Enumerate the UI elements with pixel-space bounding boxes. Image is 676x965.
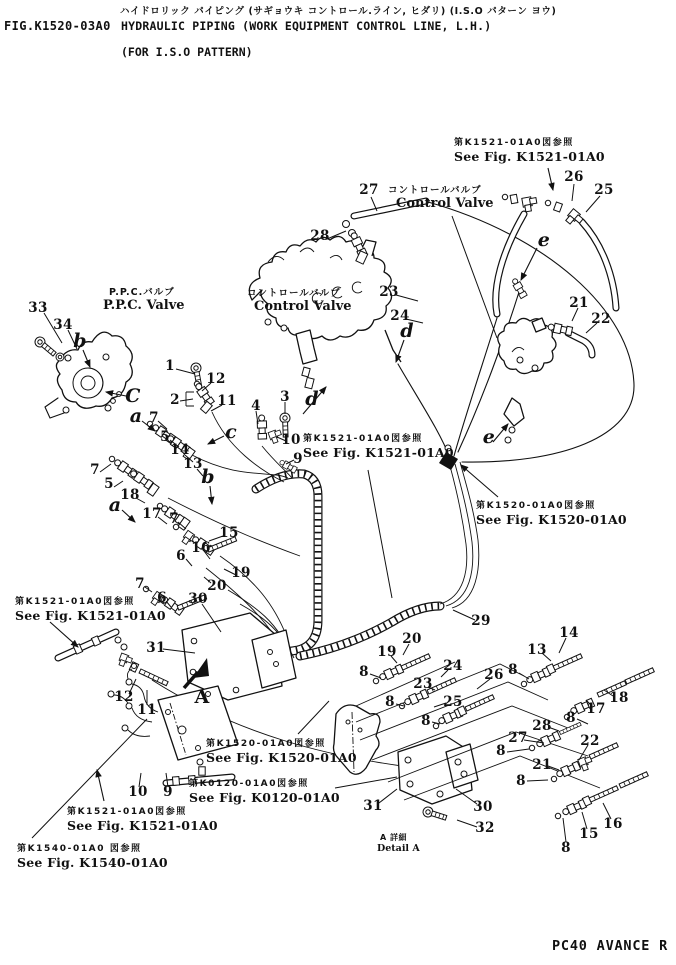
callout-6: 6 — [157, 590, 167, 606]
title-subtitle: (FOR I.S.O PATTERN) — [121, 45, 253, 59]
callout-3: 3 — [280, 389, 290, 405]
callout-b: b — [73, 330, 87, 352]
see-fig-reference — [476, 498, 627, 527]
detail-a-label-en: Detail A — [377, 843, 420, 854]
see-fig-reference-ja: 第K1521-01A0図参照 — [303, 434, 423, 444]
callout-19: 19 — [377, 644, 397, 660]
callout-6: 6 — [176, 548, 186, 564]
callout-31: 31 — [363, 798, 383, 814]
see-fig-reference — [17, 841, 168, 870]
see-fig-reference — [303, 431, 454, 460]
callout-20: 20 — [207, 578, 227, 594]
bracket-right-drawing — [398, 736, 478, 823]
callout-33: 33 — [28, 300, 48, 316]
control-valve-right-label-en: Control Valve — [396, 196, 494, 211]
detail-a-label-ja: A 詳細 — [380, 833, 407, 842]
callout-7: 7 — [135, 576, 145, 592]
callout-5: 5 — [104, 476, 114, 492]
callout-27: 27 — [359, 182, 379, 198]
see-fig-reference-ja: 第K1520-01A0図参照 — [206, 739, 326, 749]
callout-18: 18 — [120, 487, 140, 503]
see-fig-reference-en: See Fig. K1521-01A0 — [303, 445, 454, 460]
callout-17: 17 — [586, 701, 606, 717]
callout-2: 2 — [170, 392, 180, 408]
callout-29: 29 — [471, 613, 491, 629]
hose-25-26 — [545, 200, 616, 308]
see-fig-reference-en: See Fig. K1520-01A0 — [476, 512, 627, 527]
callout-9: 9 — [163, 784, 173, 800]
callout-16: 16 — [603, 816, 623, 832]
see-fig-reference — [67, 804, 218, 833]
callout-12: 12 — [114, 689, 134, 705]
callout-12: 12 — [206, 371, 226, 387]
callout-8: 8 — [516, 773, 526, 789]
callout-5: 5 — [160, 429, 170, 445]
callout-1: 1 — [165, 358, 175, 374]
callout-9: 9 — [293, 451, 303, 467]
see-fig-reference-en: See Fig. K1521-01A0 — [454, 149, 605, 164]
callout-24: 24 — [443, 658, 463, 674]
callout-b: b — [201, 466, 215, 488]
see-fig-reference-en: See Fig. K1521-01A0 — [67, 818, 218, 833]
callout-14: 14 — [170, 442, 190, 458]
callout-34: 34 — [53, 317, 73, 333]
callout-11: 11 — [217, 393, 237, 409]
callout-20: 20 — [402, 631, 422, 647]
see-fig-reference — [206, 736, 357, 765]
see-fig-reference-en: See Fig. K0120-01A0 — [189, 790, 340, 805]
callout-30: 30 — [473, 799, 493, 815]
callout-7: 7 — [149, 410, 159, 426]
see-fig-reference-ja: 第K1521-01A0図参照 — [454, 138, 574, 148]
callout-4: 4 — [251, 398, 261, 414]
see-fig-reference-ja: 第K1521-01A0図参照 — [15, 597, 135, 607]
see-fig-reference — [189, 776, 340, 805]
callout-28: 28 — [310, 228, 330, 244]
callout-28: 28 — [532, 718, 552, 734]
see-fig-reference-en: See Fig. K1540-01A0 — [17, 855, 168, 870]
callout-a: a — [129, 405, 143, 427]
callout-d: d — [305, 388, 319, 410]
callout-25: 25 — [594, 182, 614, 198]
callout-15: 15 — [579, 826, 599, 842]
callout-8: 8 — [496, 743, 506, 759]
see-fig-reference-ja: 第K0120-01A0図参照 — [189, 779, 309, 789]
callout-e: e — [537, 229, 551, 251]
callout-8: 8 — [508, 662, 518, 678]
callout-22: 22 — [580, 733, 600, 749]
callout-13: 13 — [183, 456, 203, 472]
control-valve-center-label-en: Control Valve — [254, 299, 352, 314]
callout-8: 8 — [561, 840, 571, 856]
title-japanese: ハイドロリック パイピング (サギョウキ コントロール.ライン, ヒダリ) (I.S.O パターン ヨウ) — [120, 6, 557, 17]
callout-30: 30 — [188, 591, 208, 607]
callout-16: 16 — [191, 540, 211, 556]
callout-25: 25 — [443, 694, 463, 710]
callout-23: 23 — [379, 284, 399, 300]
callout-14: 14 — [559, 625, 579, 641]
see-fig-reference-ja: 第K1540-01A0 図参照 — [17, 844, 142, 854]
callout-a: a — [108, 494, 122, 516]
callout-11: 11 — [137, 702, 157, 718]
callout-8: 8 — [385, 694, 395, 710]
model-code: PC40 AVANCE R — [552, 938, 669, 954]
see-fig-reference-en: See Fig. K1520-01A0 — [206, 750, 357, 765]
callout-21: 21 — [569, 295, 589, 311]
title-english: HYDRAULIC PIPING (WORK EQUIPMENT CONTROL LINE, L.H.) — [121, 19, 492, 33]
see-fig-reference-ja: 第K1520-01A0図参照 — [476, 501, 596, 511]
callout-18: 18 — [609, 690, 629, 706]
callout-27: 27 — [508, 730, 528, 746]
callout-26: 26 — [564, 169, 584, 185]
callout-C: C — [125, 385, 141, 407]
callout-10: 10 — [281, 432, 301, 448]
callout-23: 23 — [413, 676, 433, 692]
ppc-valve-label-ja: P.P.C.バルブ — [109, 287, 175, 298]
callout-31: 31 — [146, 640, 166, 656]
callout-8: 8 — [359, 664, 369, 680]
callout-15: 15 — [219, 525, 239, 541]
callout-c: c — [225, 421, 237, 443]
control-valve-center-label — [247, 285, 352, 314]
ppc-valve-label — [103, 284, 185, 313]
control-valve-right-drawing — [498, 318, 592, 443]
ppc-valve-label-en: P.P.C. Valve — [103, 298, 185, 313]
callout-13: 13 — [527, 642, 547, 658]
callout-8: 8 — [566, 710, 576, 726]
hose-top-right — [496, 194, 538, 314]
callout-7: 7 — [169, 511, 179, 527]
hose-bundle — [439, 445, 479, 608]
callout-10: 10 — [128, 784, 148, 800]
see-fig-reference — [454, 135, 605, 164]
detail-a-label — [377, 832, 420, 854]
callout-26: 26 — [484, 667, 504, 683]
callout-21: 21 — [532, 757, 552, 773]
callout-7: 7 — [90, 462, 100, 478]
callout-17: 17 — [142, 506, 162, 522]
control-valve-right-label — [388, 182, 494, 211]
figure-number: FIG.K1520-03A0 — [4, 19, 111, 33]
control-valve-right-label-ja: コントロールバルブ — [388, 185, 482, 196]
callout-24: 24 — [390, 308, 410, 324]
see-fig-reference-en: See Fig. K1521-01A0 — [15, 608, 166, 623]
see-fig-reference-ja: 第K1521-01A0図参照 — [67, 807, 187, 817]
callout-A: A — [194, 686, 210, 708]
callout-e: e — [482, 426, 496, 448]
callout-d: d — [400, 320, 414, 342]
see-fig-reference — [15, 594, 166, 623]
callout-22: 22 — [591, 311, 611, 327]
callout-32: 32 — [475, 820, 495, 836]
callout-8: 8 — [421, 713, 431, 729]
control-valve-center-label-ja: コントロールバルブ — [247, 288, 341, 299]
callout-19: 19 — [231, 565, 251, 581]
